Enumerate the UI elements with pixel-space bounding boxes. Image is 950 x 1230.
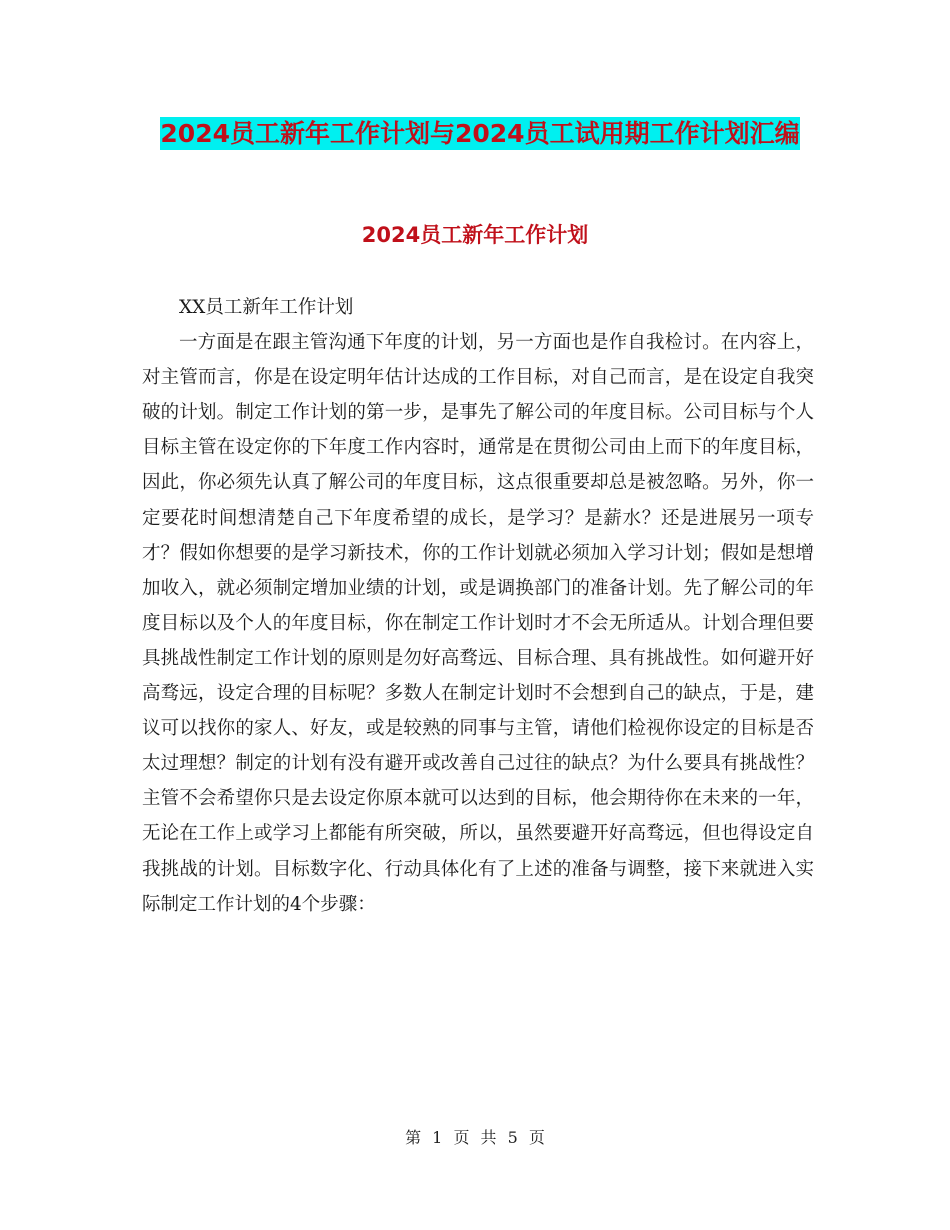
document-title-highlight: 2024员工新年工作计划与2024员工试用期工作计划汇编 (160, 119, 800, 148)
section-title: 2024员工新年工作计划 (361, 223, 589, 247)
paragraph: 一方面是在跟主管沟通下年度的计划，另一方面也是作自我检讨。在内容上，对主管而言，你是在设定明年估计达成的工作目标，对自己而言，是在设定自我突破的计划。制定工作计划的第一步，是事先了解公司的年度目标。公司目标与个人目标主管在设定你的下年度工作内容时，通常是在贯彻公司由上而下的年度目标，因此，你必须先认真了解公司的年度目标，这点很重要却总是被忽略。另外，你一定要花时间想清楚自己下年度希望的成长，是学习？是薪水？还是进展另一项专才？假如你想要的是学习新技术，你的工作计划就必须加入学习计划；假如是想增加收入，就必须制定增加业绩的计划，或是调换部门的准备计划。先了解公司的年度目标以及个人的年度目标，你在制定工作计划时才不会无所适从。计划合理但要具挑战性制定工作计划的原则是勿好高骛远、目标合理、具有挑战性。如何避开好高骛远，设定合理的目标呢？多数人在制定计划时不会想到自己的缺点，于是，建议可以找你的家人、好友，或是较熟的同事与主管，请他们检视你设定的目标是否太过理想？制定的计划有没有避开或改善自己过往的缺点？为什么要具有挑战性？主管不会希望你只是去设定你原本就可以达到的目标，他会期待你在未来的一年，无论在工作上或学习上都能有所突破，所以，虽然要避开好高骛远，但也得设定自我挑战的计划。目标数字化、行动具体化有了上述的准备与调整，接下来就进入实际制定工作计划的4个步骤： (142, 332, 814, 915)
subheading: XX员工新年工作计划 (179, 297, 354, 318)
document-body (142, 290, 814, 922)
document-title (140, 112, 820, 156)
page-footer: 第 1 页 共 5 页 (405, 1128, 545, 1147)
